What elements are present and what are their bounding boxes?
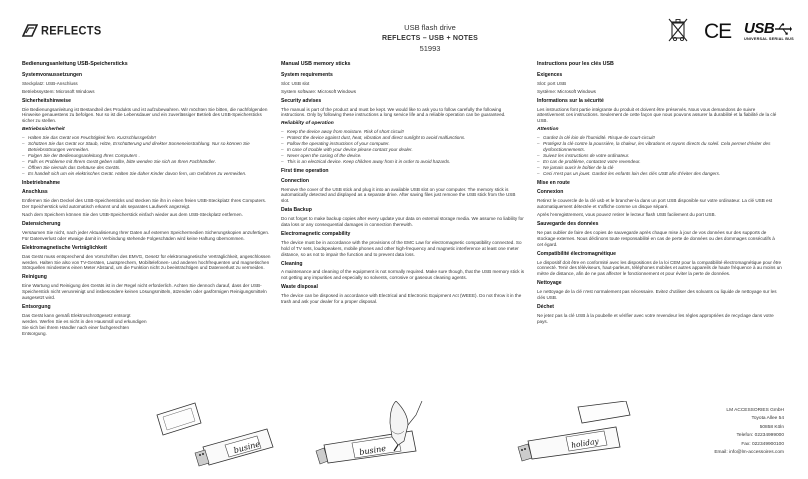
english-connect-text: Remove the cover of the USB stick and plug it into an available USB slot on your computer. The memory stick is automatically detected and displayed as a separate drive. After saving files just remove the USB stick from the USB slot. — [281, 186, 516, 204]
german-connect-heading: Anschluss — [22, 189, 48, 196]
english-backup-text: Do not forget to make backup copies after every update your data on external storage media. We assume no liability for data loss or any consequential damages in connection therewith. — [281, 216, 524, 228]
english-safety-heading: Security advises — [281, 97, 322, 104]
french-connect-heading: Connexion — [537, 189, 564, 196]
german-req-heading: Systemvoraussetzungen — [22, 71, 83, 78]
english-emc-heading: Electromagnetic compability — [281, 230, 351, 237]
list-item: – Öffnen Sie niemals das Gehäuse des Geräts. — [28, 165, 274, 171]
german-emc-text: Das Gerät muss entsprechend den Vorschriften des EMVG, Gesetz für elektromagnetische Verträglichkeit, angeschlossen werden. Halten Sie also von TV-Geräten, Lautsprechern, Mobiltelefonen- und anderen hochfrequenten und magnetischen Störquellen mindestens einen Meter Abstand, um die Funktion nicht zu beeinträchtigen und Datenverlust zu vermeiden. — [22, 253, 271, 271]
german-section — [22, 62, 274, 339]
list-item: – Es handelt sich um ein elektrisches Gerät. Halten Sie daher Kinder davon fern, um Gefahren zu vermeiden. — [28, 171, 274, 177]
company-phone: Telefon: 02234999000 — [736, 433, 784, 439]
french-op-heading: Attention — [537, 127, 559, 133]
usb-stick-illustration-2 — [312, 401, 442, 471]
german-safety-text: Die Bedienungsanleitung ist Bestandteil des Produkts und ist aufzubewahren. Wir möchten Sie bitten, die nachfolgenden Hinweise genauestens zu befolgen. Nur so ist die Lebensdauer und ein zuverlässiger Betrieb des USB-Speichersticks sicher zu stellen. — [22, 106, 268, 124]
german-disposal-text: Das Gerät kann gemäß Elektroschrottgesetz entsorgt werden. Werfen Sie es nicht in den Hausmüll und erkundigen Sie sich bei Ihrem Händler nach einer fachgerechten Entsorgung. — [22, 312, 147, 336]
english-safety-text: The manual is part of the product and must be kept. We would like to ask you to follow carefully the following instructions. Only by following these instructions a long service life and a reliable operation can be guaranteed. — [281, 106, 506, 118]
english-connect-heading: Connection — [281, 177, 310, 184]
english-backup-heading: Data Backup — [281, 207, 312, 214]
german-emc-heading: Elektromagnetische Verträglichkeit — [22, 244, 107, 251]
german-title: Bedienungsanleitung USB-Speichersticks — [22, 61, 128, 67]
french-emc-heading: Compatibilité électromagnétique — [537, 250, 616, 257]
list-item: – This is an electrical device. Keep children away from it in order to avoid hazards. — [287, 159, 525, 165]
company-fax: Fax: 022349900100 — [741, 441, 784, 447]
french-connect-text-2: Après l'enregistrement, vous pouvez retirer le lecteur flash USB facilement du port USB. — [537, 212, 716, 218]
list-item: – Protect the device against dust, heat, vibration and direct sunlight to avoid malfunctions. — [287, 135, 525, 141]
document-subtitle: REFLECTS – USB + NOTES — [382, 34, 478, 42]
usb-cap-icon — [578, 401, 630, 423]
list-item: – Ne jamais ouvrir le boîtier de la clé — [543, 165, 782, 171]
french-req-heading: Exigences — [537, 71, 563, 78]
note-text: busine — [232, 439, 261, 456]
french-emc-text: Le dispositif doit être en conformité avec les dispositions de la loi CEM pour la compatibilité électromagnétique pour être connecté. Tenir des téléviseurs, haut-parleurs, téléphones mobiles et autres appareils de haute fréquence à au moins un mètre de distance, afin de ne pas affecter le fonctionnement et pour éviter la perte de données. — [537, 259, 782, 277]
german-clean-heading: Reinigung — [22, 274, 47, 281]
ce-mark: CE — [704, 20, 732, 43]
article-number: 51993 — [419, 44, 441, 53]
english-disposal-text: The device can be disposed in accordance with Electrical and Electronic Equipment Act (WEEE). Do not throw it in the trash and ask your dealer for a proper disposal. — [281, 293, 522, 305]
german-connect-text-1: Entfernen Sie den Deckel des USB-Speichersticks und stecken Sie ihn in einen freien USB-Steckplatz Ihres Computers. Der Speicherstick wird automatisch erkannt und als separates Laufwerk angezeigt. — [22, 198, 267, 210]
french-req-os: Système: Microsoft Windows — [537, 88, 596, 94]
french-backup-text: Ne pas oublier de faire des copies de sauvegarde après chaque mise à jour de vos données sur des supports de stockage externes. Nous déclinons toute responsabilité en cas de perte de données ou des dommages consécutifs à cet égard. — [537, 229, 775, 247]
german-clean-text: Eine Wartung und Reinigung des Geräts ist in der Regel nicht erforderlich. Achten Sie dennoch darauf, dass der USB-Speicherstick nicht verunreinigt und insbesondere keinen Lösungsmitteln, ätzenden oder gasförmigen Reinigungsmitteln ausgesetzt wird. — [22, 283, 267, 301]
company-name: LM ACCESSORIES GmbH — [726, 408, 784, 413]
english-title: Manual USB memory sticks — [281, 61, 351, 67]
german-backup-heading: Datensicherung — [22, 221, 61, 228]
french-clean-text: Le nettoyage de la clé n'est normalement pas nécessaire. Evitez d'utiliser des solvants ou liquide de nettoyage sur les clés USB. — [537, 289, 777, 301]
german-safety-heading: Sicherheitshinweise — [22, 97, 71, 104]
german-start-heading: Inbetriebnahme — [22, 179, 60, 186]
german-req-os: Betriebssystem: Microsoft Windows — [22, 88, 95, 94]
french-safety-heading: Informations sur la sécurité — [537, 97, 604, 104]
english-emc-text: The device must be in accordance with the provisions of the EMC Law for electromagnetic compatibility connected. So hold of TV sets, loudspeakers, mobile phones and other high-frequency and magnetic interference at least one meter distance, so as not to impair the function and to prevent data loss. — [281, 239, 522, 257]
list-item: – Folgen Sie der Bedienungsanleitung Ihres Computers . — [28, 153, 274, 159]
list-item: – Never open the casing of the device. — [287, 153, 525, 159]
german-req-slot: Steckplatz: USB-Anschluss — [22, 80, 78, 86]
list-item: – Falls es Probleme mit Ihrem Gerät geben sollte, bitte wenden Sie sich an Ihren Fachhändler. — [28, 159, 274, 165]
reflects-logo-icon — [22, 24, 38, 37]
document-header — [370, 23, 490, 55]
english-req-slot: Slot: USB slot — [281, 80, 310, 86]
english-disposal-heading: Waste disposal — [281, 284, 318, 291]
list-item: – Protégez la clé contre la poussière, la chaleur, les vibrations et rayons directs du soleil. Cela permet d'éviter des dysfonctionnements. — [543, 141, 782, 153]
english-clean-heading: Cleaning — [281, 260, 303, 267]
list-item: – Suivez les instructions de votre ordinateur. — [543, 153, 782, 159]
english-op-heading: Reliability of operation — [281, 121, 334, 127]
usb-logo — [744, 20, 794, 41]
note-text: holiday — [570, 436, 600, 450]
usb-logo-caption: UNIVERSAL SERIAL BUS — [744, 37, 794, 41]
usb-logo-text: USB — [744, 20, 775, 37]
weee-bin-icon — [667, 17, 689, 43]
list-item: – Gardez la clé loin de l'humidité. Risque de court-circuit! — [543, 135, 782, 141]
company-address — [660, 407, 784, 457]
brand-logo — [22, 24, 101, 37]
french-section — [537, 62, 782, 327]
english-req-heading: System requirements — [281, 71, 333, 78]
company-city: 50858 Köln — [759, 424, 784, 430]
german-connect-text-2: Nach dem Speichern können Sie den USB-Speicherstick einfach wieder aus dem USB-Steckplatz entfernen. — [22, 212, 243, 218]
german-op-list — [22, 135, 274, 176]
german-disposal-heading: Entsorgung — [22, 304, 51, 310]
german-op-heading: Betriebssicherheit — [22, 127, 65, 133]
list-item: – In case of trouble with your device please contact your dealer. — [287, 147, 525, 153]
french-disposal-text: Ne jetez pas la clé USB à la poubelle et vérifier avec votre revendeur les règles appropriées de recyclage dans votre pays. — [537, 312, 774, 324]
list-item: – En cas de problème, contactez votre revendeur. — [543, 159, 782, 165]
french-title: Instructions pour les clés USB — [537, 61, 614, 67]
french-op-list — [537, 135, 782, 176]
german-backup-text: Versäumen Sie nicht, nach jeder Aktualisierung Ihrer Daten auf externen Speichermedien Sicherungskopien anzufertigen. Für Datenverlust oder etwaige damit in Verbindung stehende Folgeschäden wird keine Haftung übernommen. — [22, 229, 270, 241]
french-connect-text-1: Retirez le couvercle de la clé usb et le brancher-la dans un port USB disponible sur votre ordinateur. La clé USB est automatiquement détectée et s'affiche comme un disque séparé. — [537, 198, 773, 210]
company-email: Email: info@lm-accessoires.com — [714, 450, 784, 456]
french-safety-text: Les instructions font partie intégrante du produit et doivent être préservés. Nous vous demandons de suivre attentivement ces instructions. Seulement de cette façon que nous pouvons assurer la durabilité et la fiabilité de la clé USB. — [537, 106, 777, 124]
french-backup-heading: Sauvegarde des données — [537, 221, 599, 228]
usb-cap-icon — [157, 403, 201, 435]
french-clean-heading: Nettoyage — [537, 280, 562, 287]
usb-trident-icon — [774, 23, 792, 35]
list-item: – Follow the operating instructions of your computer. — [287, 141, 525, 147]
brand-name: REFLECTS — [41, 23, 102, 38]
english-op-list — [281, 129, 525, 164]
list-item: – Ceci n'est pas un jouet. Gardez les enfants loin des clés USB afin d'éviter des dangers. — [543, 171, 782, 177]
english-section — [281, 62, 525, 307]
french-start-heading: Mise en route — [537, 179, 570, 186]
english-clean-text: A maintenance and cleaning of the equipment is not normally required. Make sure though, that the USB memory stick is not getting any impurities and especially no solvents, corrosive or gaseous cleaning agents. — [281, 269, 525, 281]
list-item: – Keep the device away from moisture. Risk of short circuit! — [287, 129, 525, 135]
list-item: – Schützen Sie das Gerät vor Staub, Hitze, Erschütterung und direkter Sonneneinstrahlung. Nur so können Sie Betriebsstörungen vermeiden. — [28, 141, 274, 153]
note-text: busine — [358, 443, 387, 457]
company-street: Toyota Allee 54 — [751, 416, 784, 422]
french-disposal-heading: Déchet — [537, 304, 554, 310]
usb-stick-illustration-1 — [155, 401, 285, 471]
english-start-heading: First time operation — [281, 167, 329, 174]
list-item: – Halten Sie das Gerät von Feuchtigkeit fern. Kurzschlussgefahr! — [28, 135, 274, 141]
document-title: USB flash drive — [404, 23, 456, 32]
usb-stick-illustration-3 — [508, 401, 638, 471]
english-req-os: System software: Microsoft Windows — [281, 88, 357, 94]
french-req-slot: Slot: port USB — [537, 80, 567, 86]
